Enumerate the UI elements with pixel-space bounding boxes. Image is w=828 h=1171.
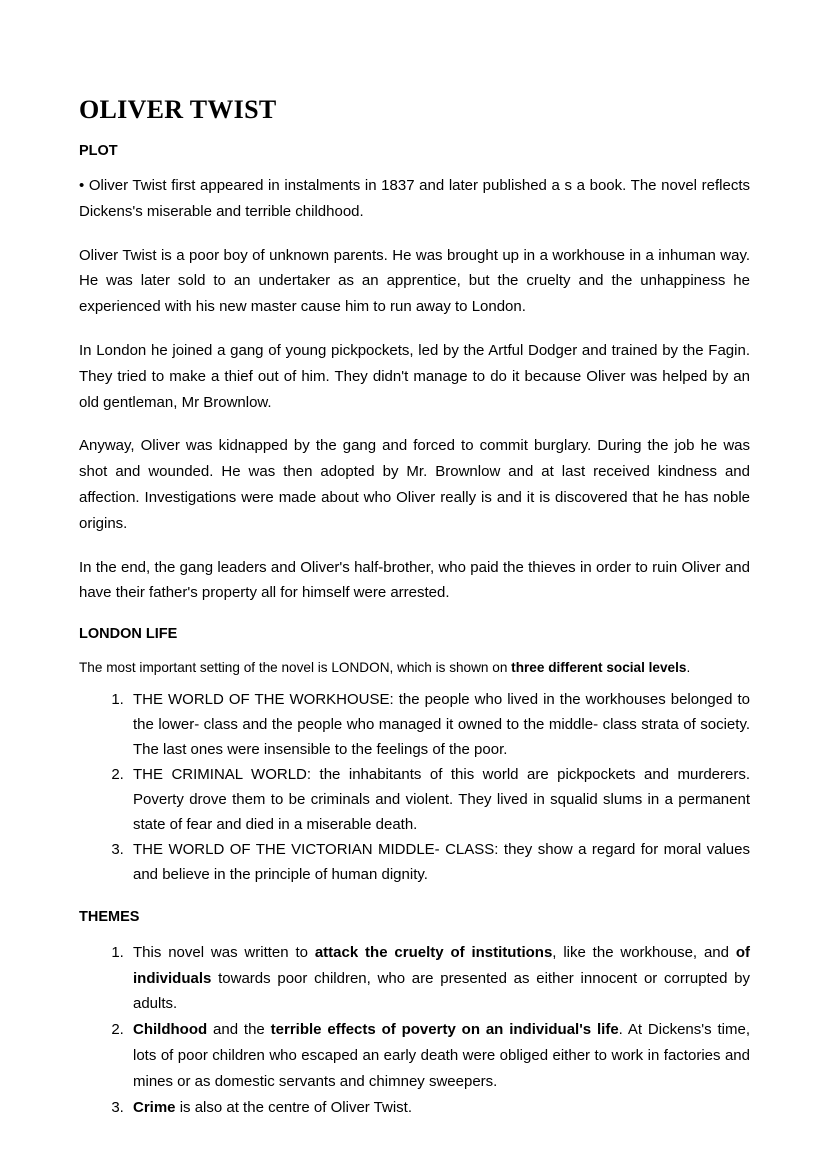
theme-part-2: is also at the centre of Oliver Twist. bbox=[175, 1098, 413, 1116]
paragraph: • Oliver Twist first appeared in instalments in 1837 and later published a s a book. The novel reflects Dickens's miserable and terrible childhood. bbox=[79, 176, 750, 220]
london-life-list bbox=[79, 688, 750, 887]
list-item bbox=[128, 688, 750, 763]
intro-lead: The most important setting of the novel is LONDON, which is shown on bbox=[79, 659, 512, 675]
theme-part-1: This novel was written to bbox=[133, 943, 315, 961]
paragraph: In the end, the gang leaders and Oliver's half-brother, who paid the thieves in order to ruin Oliver and have their father's property all for himself were arrested. bbox=[79, 558, 750, 602]
paragraph: In London he joined a gang of young pickpockets, led by the Artful Dodger and trained by the Fagin. They tried to make a thief out of him. They didn't manage to do it because Oliver was helped by an old gentleman, Mr Brownlow. bbox=[79, 341, 750, 411]
section-heading-themes: THEMES bbox=[79, 909, 140, 926]
page-title: OLIVER TWIST bbox=[79, 95, 277, 124]
themes-list bbox=[79, 940, 750, 1121]
theme-bold-2: terrible effects of poverty on an individual's life bbox=[270, 1021, 619, 1039]
list-item bbox=[128, 838, 750, 888]
theme-part-2: , like the workhouse, and bbox=[552, 943, 736, 961]
list-item-text: THE CRIMINAL WORLD: the inhabitants of this world are pickpockets and murderers. Poverty drove them to be criminals and violent. They lived in squalid slums in a permanent state of fear and died in a miserable death. bbox=[133, 765, 750, 833]
theme-part-3: . At Dickens's time, lots of poor children who escaped an early death were obliged either to work in factories and mines or as domestic servants and chimney sweepers. bbox=[133, 1021, 750, 1090]
list-item bbox=[128, 940, 750, 1017]
paragraph: Anyway, Oliver was kidnapped by the gang and forced to commit burglary. During the job he was shot and wounded. He was then adopted by Mr. Brownlow and at last received kindness and affection. Investigations were made about who Oliver really is and it is discovered that he has noble origins. bbox=[79, 437, 750, 532]
list-item bbox=[128, 1095, 750, 1121]
intro-bold: three different social levels bbox=[511, 659, 687, 675]
theme-part-3: towards poor children, who are presented as either innocent or corrupted by adults. bbox=[133, 969, 750, 1013]
theme-bold-1: Crime bbox=[133, 1098, 176, 1116]
paragraph: Oliver Twist is a poor boy of unknown parents. He was brought up in a workhouse in a inhuman way. He was later sold to an undertaker as an apprentice, but the cruelty and the unhappiness he experienced with his new master cause him to run away to London. bbox=[79, 246, 750, 316]
london-life-intro bbox=[79, 657, 750, 679]
theme-bold-2: of individuals bbox=[133, 943, 750, 987]
list-item bbox=[128, 1017, 750, 1094]
theme-part-2: and the bbox=[207, 1021, 271, 1039]
theme-bold-1: Childhood bbox=[133, 1021, 208, 1039]
section-heading-plot: PLOT bbox=[79, 142, 118, 159]
list-item-text: THE WORLD OF THE VICTORIAN MIDDLE- CLASS: they show a regard for moral values and believe in the principle of human dignity. bbox=[133, 840, 750, 883]
section-heading-london-life: LONDON LIFE bbox=[79, 626, 178, 643]
list-item-text: THE WORLD OF THE WORKHOUSE: the people who lived in the workhouses belonged to the lower- class and the people who managed it owned to the middle- class strata of society. The last ones were insensible to the feelings of the poor. bbox=[133, 691, 750, 759]
list-item bbox=[128, 763, 750, 838]
intro-tail: . bbox=[686, 659, 691, 675]
theme-bold-1: attack the cruelty of institutions bbox=[314, 943, 553, 961]
